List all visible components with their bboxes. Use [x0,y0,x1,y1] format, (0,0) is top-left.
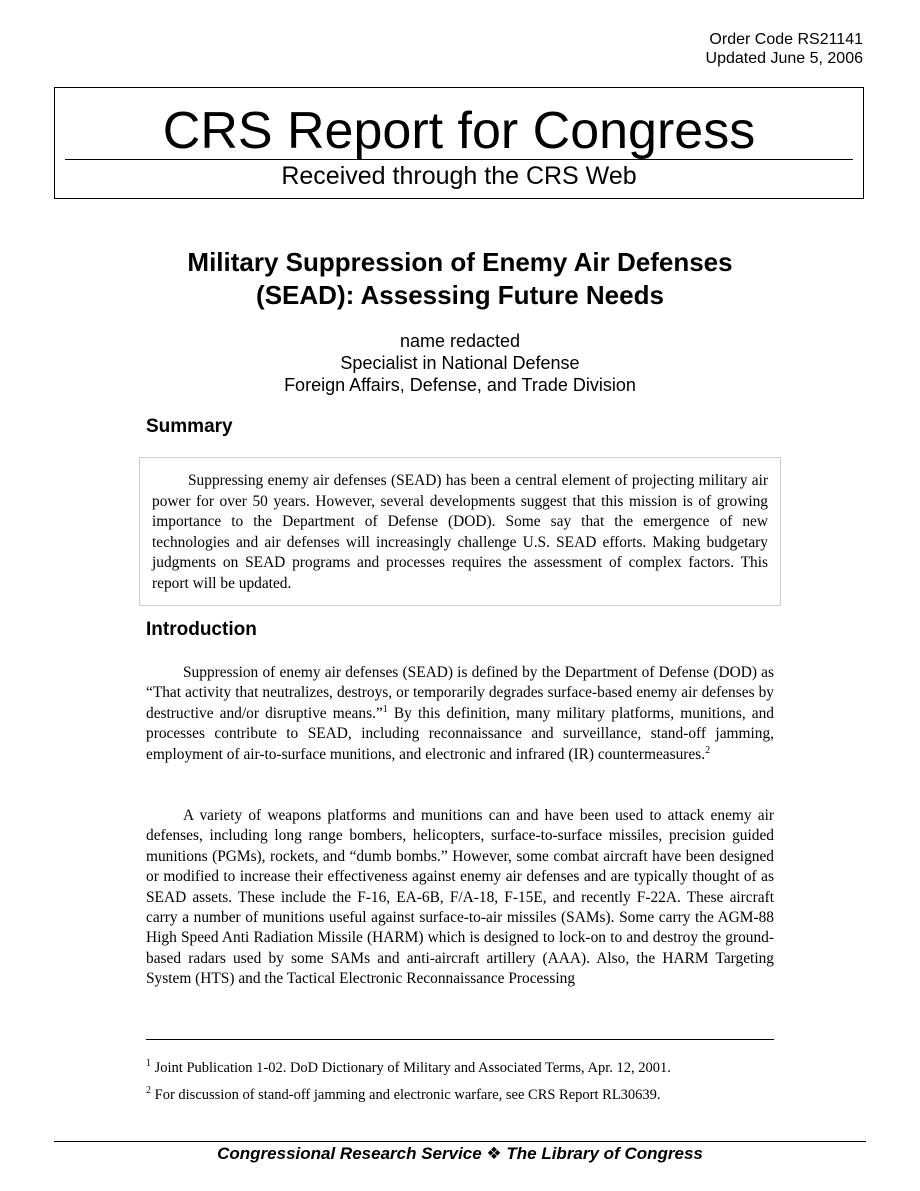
crs-banner [54,87,864,199]
footnote-number: 2 [146,1085,151,1097]
introduction-paragraph-1 [146,663,774,765]
footnote-divider [146,1039,774,1040]
banner-title: CRS Report for Congress [162,102,756,160]
author-name: name redacted [399,331,521,351]
author-block [60,330,860,396]
summary-text [152,471,768,594]
footnote-ref-1[interactable]: 1 [382,703,388,715]
introduction-paragraph-2 [146,806,774,990]
updated-date: Updated June 5, 2006 [705,50,863,67]
report-title-line-2: (SEAD): Assessing Future Needs [256,280,664,310]
footnote-number: 1 [146,1058,151,1070]
banner-divider [65,159,853,160]
report-title [60,246,860,312]
footnote-2 [146,1086,774,1104]
author-role: Specialist in National Defense [340,353,580,373]
footnote-text: For discussion of stand-off jamming and electronic warfare, see CRS Report RL30639. [151,1087,661,1103]
author-division: Foreign Affairs, Defense, and Trade Division [284,375,636,395]
report-title-line-1: Military Suppression of Enemy Air Defenses [187,247,733,277]
footnote-ref-2[interactable]: 2 [705,744,711,756]
footnote-1 [146,1059,774,1077]
paragraph-text: By this definition, many military platforms, munitions, and processes contribute to SEAD, including reconnaissance and surveillance, stand-off jamming, employment of air-to-surface munitions, and electronic and infrared (IR) countermeasures. [146,704,775,763]
order-code: Order Code RS21141 [709,31,863,48]
introduction-heading: Introduction [146,619,257,640]
summary-body: Suppressing enemy air defenses (SEAD) has been a central element of projecting military air power for over 50 years. However, several developments suggest that this mission is of growing importance to the Department of Defense (DOD). Some say that the emergence of new technologies and air defenses will increasingly challenge U.S. SEAD efforts. Making budgetary judgments on SEAD programs and processes requires the assessment of complex factors. This report will be updated. [152,472,768,592]
paragraph-text: Suppression of enemy air defenses (SEAD) is defined by the Department of Defense (DOD) as “That activity that neutralizes, destroys, or temporarily degrades surface-based enemy air defenses by destructive and/or disruptive means.” [146,664,774,722]
footer-divider [54,1141,866,1142]
footnote-text: Joint Publication 1-02. DoD Dictionary of Military and Associated Terms, Apr. 12, 2001. [151,1060,671,1076]
summary-heading: Summary [146,416,233,437]
paragraph-text: A variety of weapons platforms and munitions can and have been used to attack enemy air defenses, including long range bombers, helicopters, surface-to-surface missiles, precision guided munitions (PGMs), rockets, and “dumb bombs.” However, some combat aircraft have been designed or modified to increase their effectiveness against enemy air defenses and are typically thought of as SEAD assets. These include the F-16, EA-6B, F/A-18, F-15E, and recently F-22A. These aircraft carry a number of munitions useful against surface-to-air missiles (SAMs). Some carry the AGM-88 High Speed Anti Radiation Missile (HARM) which is designed to lock-on to and destroy the ground-based radars used by some SAMs and anti-aircraft artillery (AAA). Also, the HARM Targeting System (HTS) and the Tactical Electronic Reconnaissance Processing [146,807,774,988]
banner-subtitle: Received through the CRS Web [281,162,637,190]
order-code-block [706,30,863,68]
page-footer: Congressional Research Service ❖ The Library of Congress [217,1144,703,1163]
summary-box [139,457,781,606]
